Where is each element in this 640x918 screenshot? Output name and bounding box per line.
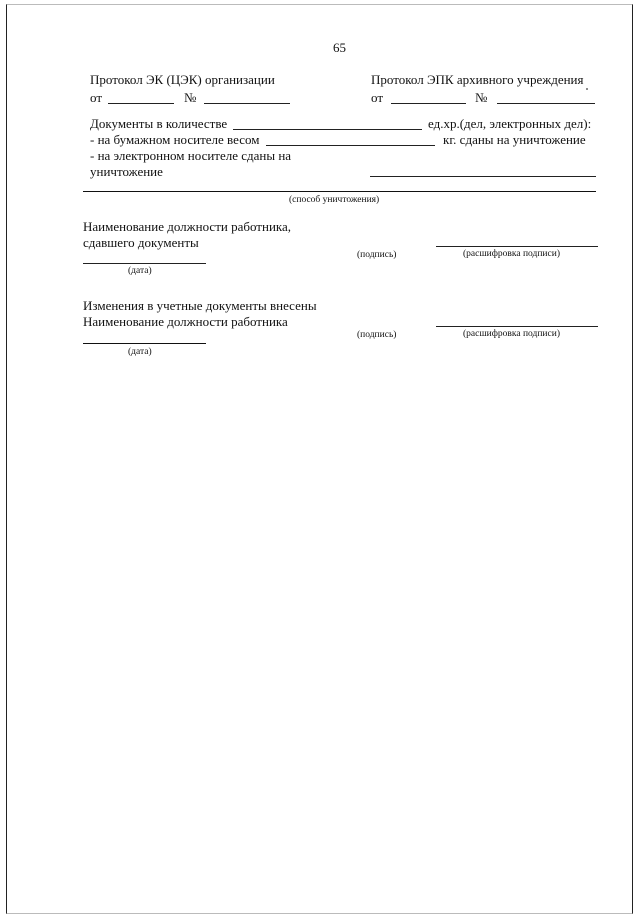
handover-date-line xyxy=(83,263,206,264)
page-number: 65 xyxy=(333,40,346,55)
changes-line1: Изменения в учетные документы внесены xyxy=(83,298,317,313)
changes-signature-caption: (подпись) xyxy=(357,330,397,340)
archive-protocol-date-line xyxy=(391,103,466,104)
documents-count-line xyxy=(233,129,422,130)
changes-line2: Наименование должности работника xyxy=(83,314,288,329)
org-protocol-number-line xyxy=(204,103,290,104)
org-protocol-date-line xyxy=(108,103,174,104)
handover-signature-decode-line xyxy=(436,246,598,247)
changes-signature-decode-caption: (расшифровка подписи) xyxy=(463,329,560,339)
scan-speck xyxy=(586,88,588,90)
org-protocol-from-label: от xyxy=(90,90,103,105)
documents-electronic-line2: уничтожение xyxy=(90,164,163,179)
archive-protocol-number-label: № xyxy=(475,90,488,105)
destruction-method-line xyxy=(83,191,596,192)
documents-paper-label: - на бумажном носителе весом xyxy=(90,132,260,147)
handover-position-line2: сдавшего документы xyxy=(83,235,199,250)
changes-signature-decode-line xyxy=(436,326,598,327)
archive-protocol-title: Протокол ЭПК архивного учреждения xyxy=(371,72,584,87)
documents-paper-suffix: кг. сданы на уничтожение xyxy=(443,132,586,147)
changes-date-line xyxy=(83,343,206,344)
org-protocol-title: Протокол ЭК (ЦЭК) организации xyxy=(90,72,275,87)
documents-units-label: ед.хр.(дел, электронных дел): xyxy=(428,116,592,131)
handover-position-line1: Наименование должности работника, xyxy=(83,219,292,234)
documents-electronic-line xyxy=(370,176,596,177)
handover-date-caption: (дата) xyxy=(128,266,152,276)
handover-signature-decode-caption: (расшифровка подписи) xyxy=(463,249,560,259)
handover-signature-caption: (подпись) xyxy=(357,250,397,260)
documents-electronic-line1: - на электронном носителе сданы на xyxy=(90,148,292,163)
documents-paper-weight-line xyxy=(266,145,435,146)
changes-date-caption: (дата) xyxy=(128,347,152,357)
archive-protocol-from-label: от xyxy=(371,90,384,105)
archive-protocol-number-line xyxy=(497,103,595,104)
documents-count-label: Документы в количестве xyxy=(90,116,228,131)
org-protocol-number-label: № xyxy=(184,90,197,105)
destruction-method-caption: (способ уничтожения) xyxy=(289,195,380,205)
